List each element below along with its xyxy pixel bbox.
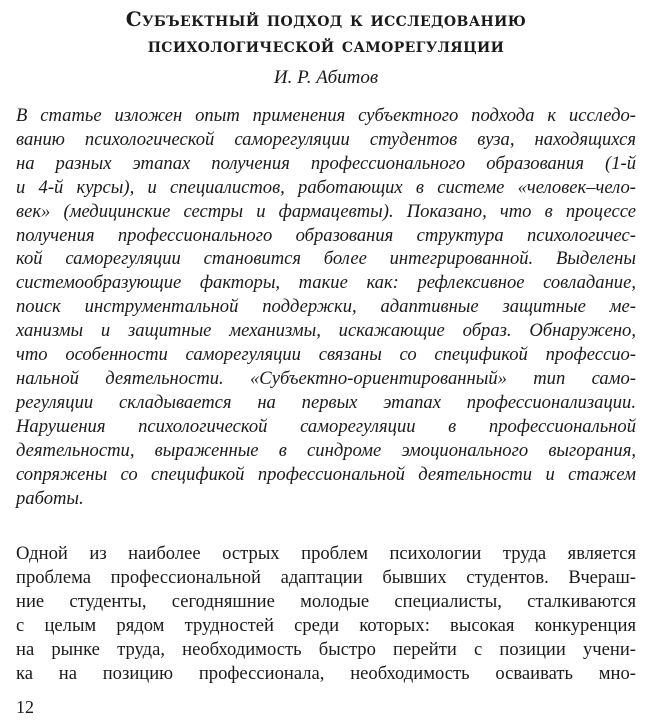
abstract-line: получения профессионального образования структура психологичес- xyxy=(16,224,636,246)
abstract-line: поиск инструментальной поддержки, адаптивные защитные ме- xyxy=(16,296,636,318)
article-author: И. Р. Абитов xyxy=(273,67,379,88)
article-body xyxy=(16,542,636,685)
body-line: ка на позицию профессионала, необходимость осваивать мно- xyxy=(16,662,636,684)
body-line: с целым рядом трудностей среди которых: высокая конкуренция xyxy=(16,614,636,636)
body-line: Одной из наиболее острых проблем психологии труда является xyxy=(16,543,636,564)
page-content xyxy=(16,6,636,684)
abstract-line: деятельности, выраженные в синдроме эмоционального выгорания, xyxy=(16,439,636,461)
body-line: проблема профессиональной адаптации бывших студентов. Вчераш- xyxy=(16,566,636,588)
abstract-line: Нарушения психологической саморегуляции в профессиональной xyxy=(16,415,636,437)
abstract-line: кой саморегуляции становится более интегрированной. Выделены xyxy=(16,248,636,270)
abstract-line: нальной деятельности. «Субъектно-ориентированный» тип само- xyxy=(16,367,636,389)
abstract-line: сопряжены со спецификой профессиональной деятельности и стажем xyxy=(16,463,636,485)
abstract-line: век» (медицинские сестры и фармацевты). Показано, что в процессе xyxy=(16,200,636,222)
abstract-line: что особенности саморегуляции связаны со спецификой профессио- xyxy=(16,344,636,366)
abstract-line: ханизмы и защитные механизмы, искажающие образ. Обнаружено, xyxy=(16,320,636,342)
body-line: на рынке труда, необходимость быстро перейти с позиции учени- xyxy=(16,638,636,660)
page-number: 12 xyxy=(16,697,34,717)
article-abstract xyxy=(16,104,636,510)
abstract-line: В статье изложен опыт применения субъектного подхода к исследо- xyxy=(16,105,636,126)
article-title-line: психологической саморегуляции xyxy=(147,33,505,57)
abstract-line: системообразующие факторы, такие как: рефлексивное совладание, xyxy=(16,272,636,294)
body-line: ние студенты, сегодняшние молодые специалисты, сталкиваются xyxy=(16,590,636,612)
article-title xyxy=(16,6,636,58)
article-title-line: Субъектный подход к исследованию xyxy=(125,7,527,31)
abstract-line: ванию психологической саморегуляции студентов вуза, находящихся xyxy=(16,128,636,150)
abstract-line: регуляции складывается на первых этапах профессионализации. xyxy=(16,391,636,413)
abstract-line: работы. xyxy=(16,487,84,509)
abstract-line: и 4-й курсы), и специалистов, работающих в системе «человек–чело- xyxy=(16,176,636,198)
abstract-line: на разных этапах получения профессионального образования (1-й xyxy=(16,152,636,174)
